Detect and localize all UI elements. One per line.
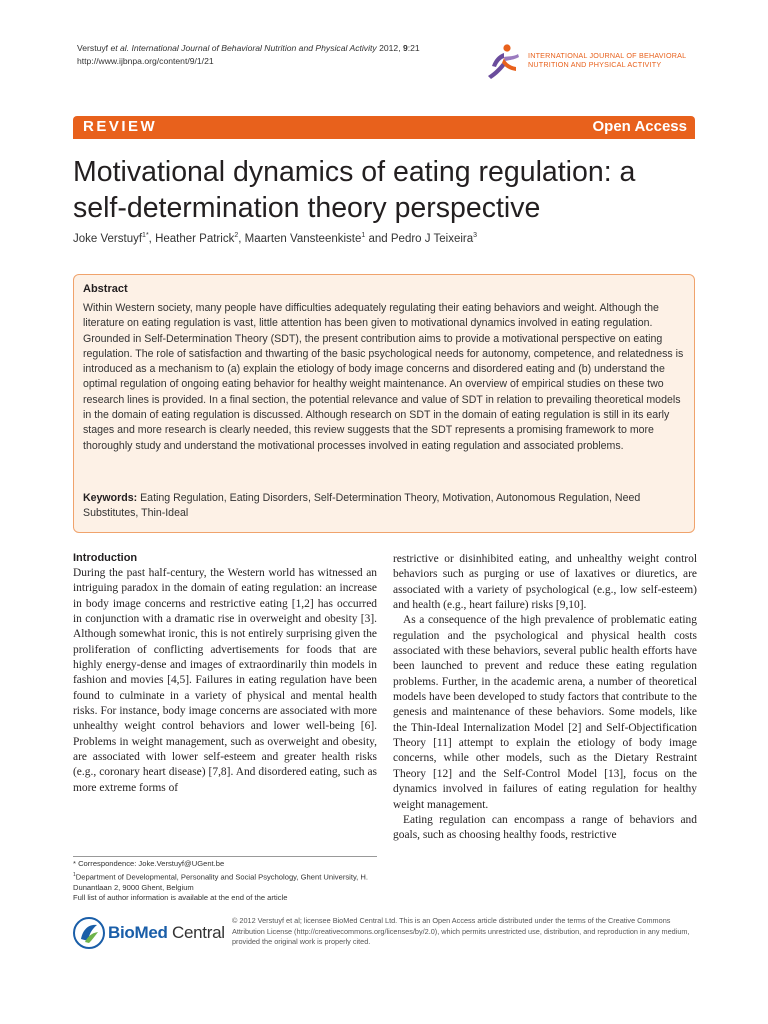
author-name: Maarten Vansteenkiste bbox=[244, 232, 362, 245]
keywords-label: Keywords: bbox=[83, 492, 138, 504]
author-separator: and bbox=[365, 232, 391, 245]
author-list bbox=[73, 232, 477, 245]
author-separator: , bbox=[148, 232, 156, 245]
footnote-divider bbox=[73, 856, 377, 857]
article-type-banner bbox=[73, 116, 695, 139]
footnotes bbox=[73, 859, 377, 904]
publisher-name-bold: BioMed bbox=[108, 923, 168, 942]
abstract-heading: Abstract bbox=[83, 283, 128, 295]
body-column-right bbox=[393, 552, 697, 844]
body-column-left bbox=[73, 551, 377, 796]
author-name: Pedro J Teixeira bbox=[390, 232, 474, 245]
affiliation-text: Department of Developmental, Personality and Social Psychology, Ghent University, H. Dunantlaan 2, 9000 Ghent, Belgium bbox=[73, 872, 368, 892]
open-access-label: Open Access bbox=[592, 118, 687, 135]
citation-authors: Verstuyf bbox=[77, 43, 109, 53]
citation-article: :21 bbox=[407, 43, 420, 53]
citation-line bbox=[77, 42, 420, 55]
author-affiliation: 1 bbox=[361, 232, 366, 239]
keywords bbox=[83, 491, 687, 522]
keywords-list: Eating Regulation, Eating Disorders, Self-Determination Theory, Motivation, Autonomous Regulation, Need Substitutes, Thin-Ideal bbox=[83, 492, 641, 520]
journal-name-line2: NUTRITION AND PHYSICAL ACTIVITY bbox=[528, 60, 662, 69]
biomed-central-logo-icon bbox=[73, 917, 105, 949]
section-heading-introduction: Introduction bbox=[73, 552, 138, 564]
citation-etal: et al. bbox=[108, 43, 130, 53]
abstract-box bbox=[73, 274, 695, 533]
article-type-label: REVIEW bbox=[83, 118, 158, 135]
body-paragraph: Eating regulation can encompass a range of behaviors and goals, such as choosing healthy foods, restrictive bbox=[393, 813, 697, 842]
publisher-logo bbox=[73, 914, 223, 952]
journal-name bbox=[528, 51, 686, 69]
body-paragraph: As a consequence of the high prevalence of problematic eating regulation and the psychological and physical health costs associated with these behaviors, several public health efforts have been launched to prevent and reduce these eating regulation problems. Further, in the academic arena, a number of theoretical models have been developed to study factors that contribute to the genesis and maintenance of these behaviors. Some models, like the Thin-Ideal Internalization Model [2] and Self-Objectification Theory [11] attempt to explain the etiology of body image concerns, while other models, such as the Dietary Restraint Theory [12] and the Self-Control Model [13], focus on the dynamics involved in failures of eating regulation for healthy weight management. bbox=[393, 614, 697, 811]
journal-logo bbox=[480, 42, 710, 82]
correspondence-note: * Correspondence: Joke.Verstuyf@UGent.be bbox=[73, 859, 225, 868]
article-title: Motivational dynamics of eating regulation: a self-determination theory perspective bbox=[73, 156, 636, 224]
author-affiliation: 2 bbox=[234, 232, 239, 239]
publisher-name bbox=[108, 923, 225, 943]
citation-volume: 9 bbox=[402, 43, 408, 53]
author-separator: , bbox=[238, 232, 245, 245]
citation-journal: International Journal of Behavioral Nutrition and Physical Activity bbox=[131, 43, 377, 53]
license-text: © 2012 Verstuyf et al; licensee BioMed Central Ltd. This is an Open Access article distributed under the terms of the Creative Commons Attribution License (http://creativecommons.org/licenses/by/2.0), which permits unrestricted use, distribution, and reproduction in any medium, provided the original work is properly cited. bbox=[232, 916, 690, 946]
runner-logo-icon bbox=[480, 42, 524, 82]
abstract-text: Within Western society, many people have difficulties adequately regulating their eating behaviors and weight. Although the literature on eating regulation is vast, little attention has been given to motivational dynamics involved in eating regulation. Grounded in Self-Determination Theory (SDT), the present contribution aims to provide a motivational perspective on eating regulation. The role of satisfaction and thwarting of the basic psychological needs for autonomy, competence, and relatedness is introduced as a mechanism to (a) explain the etiology of body image concerns and disordered eating and (b) understand the optimal regulation of ongoing eating behavior for healthy weight maintenance. An overview of empirical studies on these two research lines is provided. In a final section, the potential relevance and value of SDT in relation to prevailing theoretical models in the domain of eating regulation is discussed. Although research on SDT in the domain of eating regulation is still in its early stages and more research is clearly needed, this review suggests that the SDT represents a promising framework to more thoroughly study and understand the motivational processes involved in eating regulation and associated problems. bbox=[83, 302, 684, 452]
author-affiliation: 1* bbox=[142, 232, 149, 239]
author-name: Heather Patrick bbox=[155, 232, 235, 245]
journal-name-line1: INTERNATIONAL JOURNAL OF BEHAVIORAL bbox=[528, 51, 687, 60]
author-name: Joke Verstuyf bbox=[73, 232, 143, 245]
publisher-name-rest: Central bbox=[167, 923, 225, 942]
citation-header bbox=[77, 42, 420, 68]
body-paragraph: restrictive or disinhibited eating, and unhealthy weight control behaviors such as purging or use of laxatives or diuretics, are associated with a variety of psychological (e.g., low self-esteem) and health (e.g., heart failure) risks [9,10]. bbox=[393, 553, 697, 612]
affiliation-sup: 1 bbox=[73, 871, 76, 878]
citation-year: 2012, bbox=[376, 43, 403, 53]
author-affiliation: 3 bbox=[473, 232, 478, 239]
author-info-note: Full list of author information is available at the end of the article bbox=[73, 893, 288, 903]
body-paragraph: During the past half-century, the Western world has witnessed an intriguing paradox in the domain of eating regulation: an increase in body image concerns and restrictive eating [1,2] has occurred in conjunction with a dramatic rise in overweight and obesity [3]. Although somewhat ironic, this is not entirely surprising given the proliferation of conflicting advertisements for foods that are highly energy-dense and images of extraordinarily thin models in fashion and movies [4,5]. Failures in eating regulation have been found to culminate in a variety of physical and mental health risks. For instance, body image concerns are associated with more unhealthy weight control behaviors and lower well-being [6]. Problems in weight management, such as overweight and obesity, are associated with lower self-esteem and greater health risks (e.g., coronary heart disease) [7,8]. And disordered eating, such as more extreme forms of bbox=[73, 567, 377, 794]
affiliation-note bbox=[73, 870, 377, 894]
article-url[interactable]: http://www.ijbnpa.org/content/9/1/21 bbox=[77, 56, 214, 66]
